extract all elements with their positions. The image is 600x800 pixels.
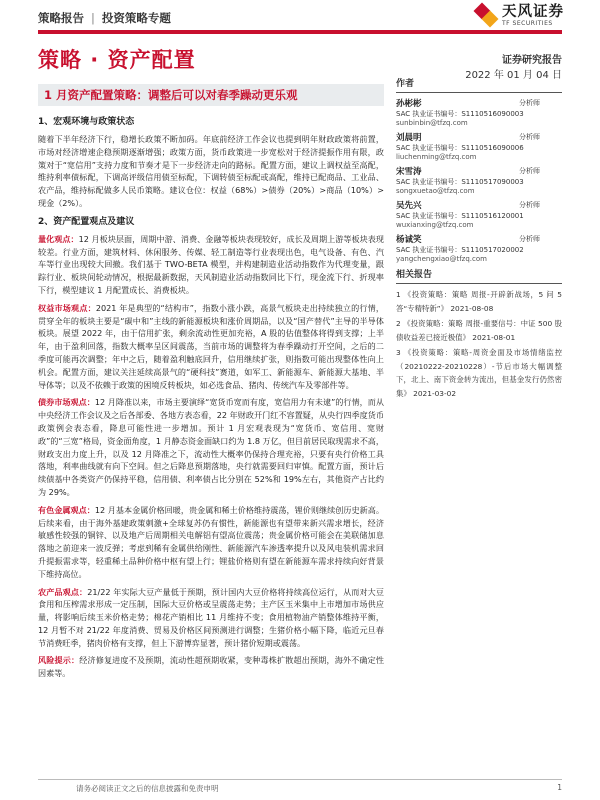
subtitle-bar [38, 84, 384, 106]
report-subcategory: 投资策略专题 [101, 11, 171, 25]
author-role: 分析师 [519, 132, 540, 141]
keyword: 风险提示： [38, 655, 80, 666]
author-name: 宋雪涛 [396, 166, 422, 177]
report-category: 策略报告 [38, 11, 84, 25]
paragraph: 随着下半年经济下行，稳增长政策不断加码。年底前经济工作会议也提到明年财政政策将前置，市场对经济增速企稳预期逐渐增强；政策方面，货币政策进一步宽松对于经济提振作用有限，政策对于“宽信用”支持力度和节奏才是下一步经济走向的路标。配置方面，建议上调权益至高配，维持利率债标配，下调高评级信用债至标配，下调转债至标配或高配，维持已配商品、工业品、农产品，维持标配做多人民币策略。建议仓位：权益（68%）>债券（20%）>商品（10%）>现金（2%）。 [38, 134, 384, 208]
sidebar [396, 80, 562, 402]
author-name: 杨诚笑 [396, 234, 422, 245]
logo-text-cn: 天风证券 [502, 3, 564, 20]
author-email[interactable]: songxuetao@tfzq.com [396, 187, 475, 195]
paragraph-risk: 风险提示：经济修复进度不及预期，流动性超预期收紧，变种毒株扩散超出预期，海外不确定性因素等。 [38, 655, 384, 679]
author-card [396, 201, 562, 231]
paragraph-bond: 债券市场观点：12 月降准以来，市场主要演绎“宽货币宽而有度，宽信用力有未逮”的行情，而从中央经济工作会议及之后各部委、各地方表态看，22 年财政开门红不容置疑，从央行四季度货币政策例会表态看，降息可能性进一步增加。预计 1 月宏观表现为“宽货币、宽信用、宽财政”的“三宽”格局，资金面角度，1 月静态资金面缺口约为 1.8 万亿，但目前居民取现需求不高，财政支出力度上升，以及 12 月降准之下，流动性大概率仍保持合理充裕，只要有央行价格工具落地，利率曲线就有向下空间。但之后降息预期落地，央行就需要回归审慎。配置方面，预计后续债基中各类资产仍保持平稳，信用债、利率债占比分别在 52%和 19%左右，其他资产占比约为 29%。 [38, 397, 384, 497]
author-cert: SAC 执业证书编号：S1110516120001 [396, 211, 524, 220]
related-divider [396, 283, 562, 284]
logo-text-en: TF SECURITIES [502, 19, 553, 27]
author-role: 分析师 [519, 166, 540, 175]
author-cert: SAC 执业证书编号：S1110516090006 [396, 143, 524, 152]
section-heading: 2、资产配置观点及建议 [38, 216, 135, 227]
author-email[interactable]: yangchengxiao@tfzq.com [396, 255, 487, 263]
keyword: 量化观点： [38, 233, 79, 244]
header-divider [38, 30, 562, 34]
author-name: 刘晨明 [396, 132, 422, 143]
paragraph-agri: 农产品观点：21/22 年实际大豆产量低于预期，预计国内大豆价格将持续高位运行，从而对大豆食用和压榨需求形成一定压制，国际大豆价格或呈震荡走势；主产区玉米集中上市增加市场供应量，将影响后续玉米价格走势；棉花产销相比 11 月维持不变；食用植物油产销整体维持平衡，12 月暂不对 21/22 年度消费、贸易及价格区间预测进行调整；生猪价格小幅下降，临近元旦春节消费旺季，猪肉价格有支撑，但上下游博弈显著，预计猪价短期或震荡。 [38, 586, 384, 648]
report-header [38, 10, 171, 26]
report-date: 2022 年 01 月 04 日 [465, 70, 562, 81]
related-reports [396, 271, 562, 401]
author-email[interactable]: wuxianxing@tfzq.com [396, 221, 474, 229]
author-card [396, 99, 562, 129]
paragraph-quant: 量化观点：12 月板块层面，周期中游、消费、金融等板块表现较好，成长及周期上游等板块表现较差。行业方面，建筑材料、休闲服务、传媒、轻工制造等行业表现出色，电气设备、有色、汽车等行业出现较大回撤。我们基于 TWO-BETA 模型，并构建制造业活动指数作为代理变量，跟踪行业、板块间轮动情况，根据最新数据，天风制造业活动指数同比下行，现金流下行、折现率下行，模型建议 1 月配置成长、消费板块。 [38, 233, 384, 295]
footer-disclaimer: 请务必阅读正文之后的信息披露和免责申明 [76, 784, 219, 793]
report-title: 策略 · 资产配置 [38, 48, 196, 72]
related-title: 相关报告 [396, 269, 433, 280]
company-logo [474, 3, 564, 27]
logo-mark-icon [474, 3, 498, 27]
paragraph-metals: 有色金属观点：12 月基本金属价格回暖，贵金属和稀土价格维持震荡，锂价则继续创历史新高。后续来看，由于海外基建政策刺激+全球复苏仍有惯性，新能源也有望带来新兴需求增长，经济敏感性较强的铜锌、以及地产后周期相关电解铝有望高位震荡；贵金属价格可能会在美联储加息落地之前迎来一波反弹；考虑到稀有金属供给刚性、新能源汽车渗透率提升以及风电装机需求回升提振需求等，轻重稀土品种价格中枢有望上行；锂盐价格则有望在新能源车需求持续向好背景下维持高位。 [38, 504, 384, 579]
author-role: 分析师 [519, 234, 540, 243]
section-heading: 1、宏观环境与政策状态 [38, 117, 135, 127]
author-card [396, 133, 562, 163]
author-name: 孙彬彬 [396, 98, 422, 109]
author-email[interactable]: sunbinbin@tfzq.com [396, 119, 468, 127]
author-role: 分析师 [519, 98, 540, 107]
author-email[interactable]: liuchenming@tfzq.com [396, 153, 477, 161]
author-cert: SAC 执业证书编号：S1110516090003 [396, 109, 524, 118]
report-type: 证券研究报告 [502, 55, 562, 66]
keyword: 有色金属观点： [38, 504, 95, 515]
report-subtitle: 1 月资产配置策略：调整后可以对春季躁动更乐观 [44, 88, 298, 102]
author-card [396, 167, 562, 197]
keyword: 农产品观点： [38, 586, 88, 597]
related-report-item[interactable]: 1 《投资策略：策略 周报-开辟新战场，5 问 5 答“专精特新”》 2021-08-08 [396, 290, 562, 313]
keyword: 债券市场观点： [38, 397, 95, 408]
page-number: 1 [557, 783, 562, 792]
author-card [396, 235, 562, 265]
header-separator: | [91, 11, 95, 25]
related-report-item[interactable]: 2 《投资策略：策略 周报-重要信号：中证 500 股债收益差已接近极值》 2021-08-01 [396, 319, 562, 342]
footer-divider [38, 779, 562, 780]
author-name: 吴先兴 [396, 200, 422, 211]
paragraph-equity: 权益市场观点：2021 年是典型的“结构市”，指数小涨小跌，高景气板块走出持续独立的行情，贯穿全年的板块主要是“碳中和”主线的新能源板块和涨价周期品，以及“国产替代”主导的半导体板块。展望 2022 年，由于信用扩张，剩余流动性更加充裕，A 股的估值整体将得到支撑；上半年，由于盈利回落，指数大概率呈区间震荡，当前市场的调整将为春季躁动打开空间，之后的二季度可能再次调整；年中之后，随着盈利触底回升，信用继续扩张，则指数可能出现整体性向上机会。配置方面，建议关注延续高景气的“硬科技”赛道，如军工、新能源车、新能源大基地、半导体等；以及不依赖于政策的困境反转板块，如必选食品、猪肉、传统汽车及零部件等。 [38, 302, 384, 390]
author-cert: SAC 执业证书编号：S1110517090003 [396, 177, 524, 186]
keyword: 权益市场观点： [38, 302, 96, 313]
related-report-item[interactable]: 3 《投资策略：策略-周资金面及市场情绪监控（20210222-20210228）-节后市场大幅调整下，北上、南下资金转为流出，但基金发行仍然密集》 2021-03-02 [396, 348, 562, 398]
author-role: 分析师 [519, 200, 540, 209]
authors-title: 作者 [396, 79, 415, 89]
author-cert: SAC 执业证书编号：S1110517020002 [396, 245, 524, 254]
main-content [38, 116, 384, 685]
